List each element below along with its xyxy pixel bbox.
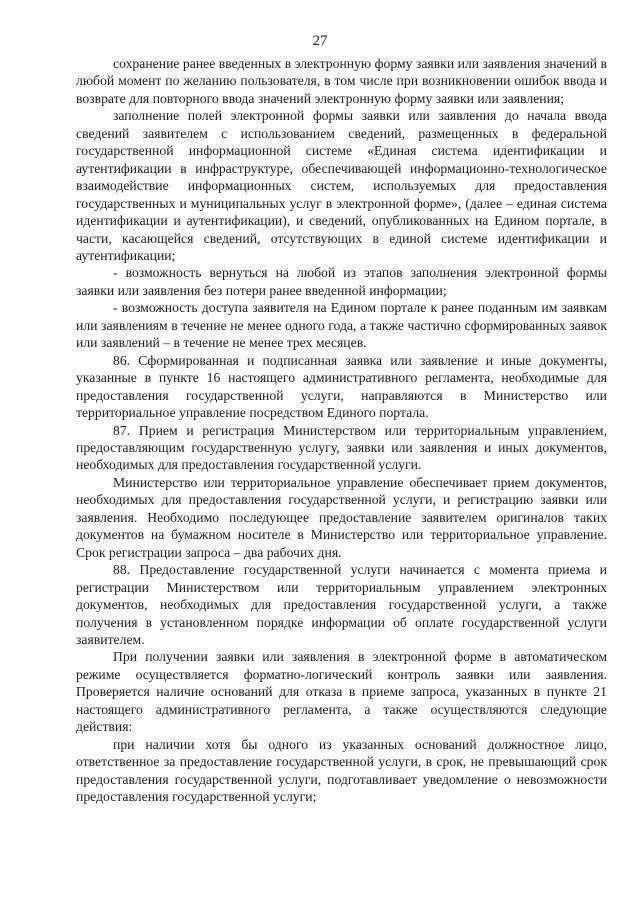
paragraph: заполнение полей электронной формы заявки или заявления до начала ввода сведений заявителем с использованием сведений, размещенных в федеральной государственной информационной системе «Единая система идентификации и аутентификации в инфраструктуре, обеспечивающей информационно-технологическое взаимодействие информационных систем, используемых для предоставления государственных и муниципальных услуг в электронной форме», (далее – единая система идентификации и аутентификации), и сведений, опубликованных на Едином портале, в части, касающейся сведений, отсутствующих в единой системе идентификации и аутентификации; — [76, 108, 607, 263]
document-body — [76, 55, 607, 805]
page-number: 27 — [312, 33, 328, 49]
paragraph: - возможность вернуться на любой из этапов заполнения электронной формы заявки или заявления без потери ранее введенной информации; — [76, 265, 607, 298]
paragraph: - возможность доступа заявителя на Едином портале к ранее поданным им заявкам или заявлениям в течение не менее одного года, а также частично сформированных заявок или заявлений – в течение не менее трех месяцев. — [76, 300, 607, 351]
paragraph: 86. Сформированная и подписанная заявка или заявление и иные документы, указанные в пункте 16 настоящего административного регламента, необходимые для предоставления государственной услуги, направляются в Министерство или территориальное управление посредством Единого портала. — [76, 352, 607, 421]
paragraph: 87. Прием и регистрация Министерством или территориальным управлением, предоставляющим государственную услугу, заявки или заявления и иных документов, необходимых для предоставления государственной услуги. — [76, 422, 607, 473]
paragraph: сохранение ранее введенных в электронную форму заявки или заявления значений в любой момент по желанию пользователя, в том числе при возникновении ошибок ввода и возврате для повторного ввода значений электронную форму заявки или заявления; — [76, 56, 607, 106]
paragraph: При получении заявки или заявления в электронной форме в автоматическом режиме осуществляется форматно-логический контроль заявки или заявления. Проверяется наличие оснований для отказа в приеме запроса, указанных в пункте 21 настоящего административного регламента, а также осуществляются следующие действия: — [76, 649, 607, 735]
paragraph: Министерство или территориальное управление обеспечивает прием документов, необходимых для предоставления государственной услуги, и регистрацию заявки или заявления. Необходимо последующее предоставление заявителем оригиналов таких документов на бумажном носителе в Министерство или территориальное управление. Срок регистрации запроса – два рабочих дня. — [76, 474, 607, 560]
paragraph: при наличии хотя бы одного из указанных оснований должностное лицо, ответственное за предоставление государственной услуги, в срок, не превышающий срок предоставления государственной услуги, подготавливает уведомление о невозможности предоставления государственной услуги; — [76, 736, 607, 805]
paragraph: 88. Предоставление государственной услуги начинается с момента приема и регистрации Министерством или территориальным управлением электронных документов, необходимых для предоставления государственной услуги, а также получения в установленном порядке информации об оплате государственной услуги заявителем. — [76, 562, 607, 647]
